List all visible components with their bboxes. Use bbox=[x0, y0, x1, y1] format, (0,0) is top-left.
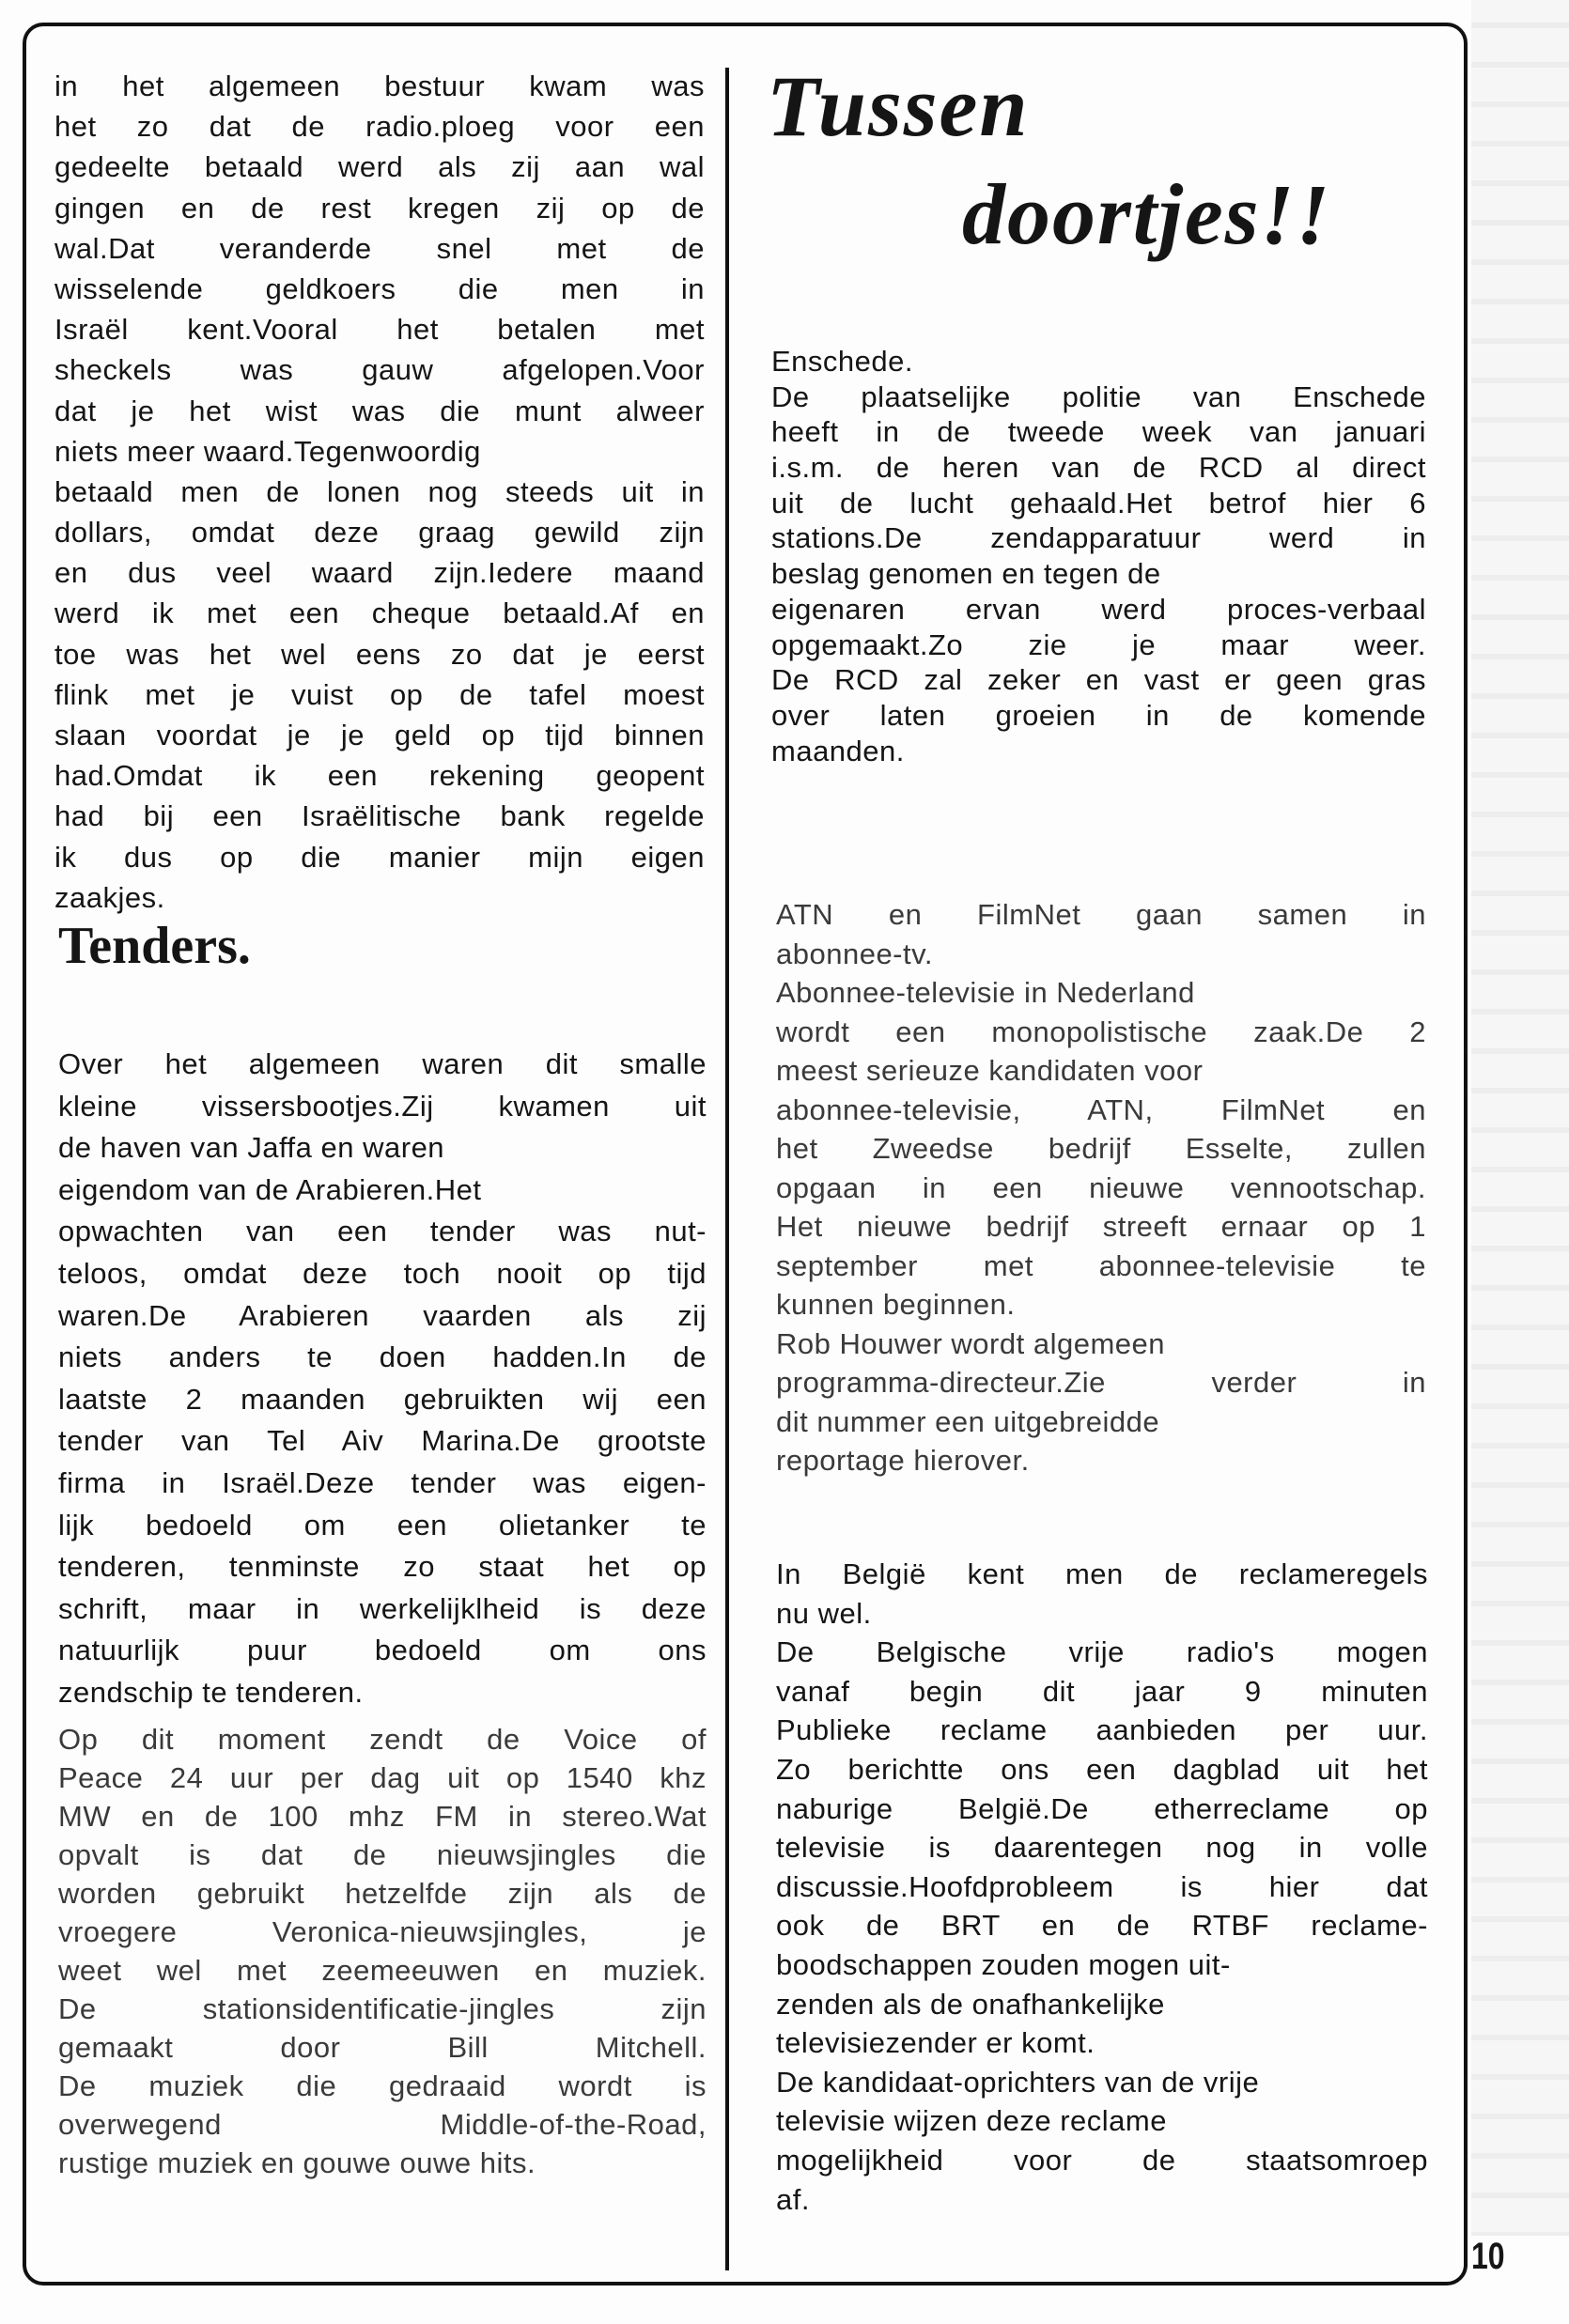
paragraph bbox=[776, 1555, 1428, 1633]
paragraph bbox=[776, 2101, 1428, 2141]
text-line: september met abonnee-televisie te bbox=[776, 1248, 1426, 1282]
text-line: de haven van Jaffa en waren bbox=[58, 1131, 445, 1165]
text-line: eigenaren ervan werd proces-verbaal bbox=[771, 592, 1426, 626]
text-line: ik dus op die manier mijn eigen bbox=[54, 840, 705, 874]
text-line: wisselende geldkoers die men in bbox=[54, 271, 705, 305]
text-line: De stationsidentificatie-jingles zijn bbox=[58, 1992, 707, 2025]
paragraph bbox=[776, 895, 1426, 973]
text-line: niets meer waard.Tegenwoordig bbox=[54, 434, 481, 468]
text-line: het zo dat de radio.ploeg voor een bbox=[54, 110, 705, 144]
text-line: Over het algemeen waren dit smalle bbox=[58, 1047, 707, 1080]
text-line: gemaakt door Bill Mitchell. bbox=[58, 2031, 707, 2064]
text-line: natuurlijk puur bedoeld om ons bbox=[58, 1634, 707, 1667]
text-line: wal.Dat veranderde snel met de bbox=[54, 231, 705, 265]
text-line: worden gebruikt hetzelfde zijn als de bbox=[58, 1877, 707, 1910]
text-line: af. bbox=[776, 2182, 810, 2216]
text-line: werd ik met een cheque betaald.Af en bbox=[54, 596, 705, 630]
adjacent-page-edge bbox=[1471, 0, 1569, 2236]
text-line: vanaf begin dit jaar 9 minuten bbox=[776, 1674, 1428, 1708]
paragraph bbox=[771, 344, 1426, 380]
text-line: uit de lucht gehaald.Het betrof hier 6 bbox=[771, 486, 1426, 519]
text-line: en dus veel waard zijn.Iedere maand bbox=[54, 556, 705, 590]
text-line: televisie wijzen deze reclame bbox=[776, 2104, 1167, 2138]
text-line: slaan voordat je je geld op tijd binnen bbox=[54, 719, 705, 751]
paragraph bbox=[771, 380, 1426, 592]
text-line: televisiezender er komt. bbox=[776, 2026, 1095, 2060]
text-line: reportage hierover. bbox=[776, 1444, 1030, 1477]
paragraph bbox=[776, 2141, 1428, 2219]
text-line: maanden. bbox=[771, 734, 905, 767]
text-line: Rob Houwer wordt algemeen bbox=[776, 1326, 1165, 1360]
paragraph bbox=[776, 1325, 1426, 1364]
text-line: stations.De zendapparatuur werd in bbox=[771, 521, 1426, 555]
text-line: zaakjes. bbox=[54, 880, 165, 914]
article-enschede bbox=[771, 344, 1426, 768]
text-line: niets anders te doen hadden.In de bbox=[58, 1340, 707, 1374]
text-line: abonnee-tv. bbox=[776, 937, 933, 970]
title-doortjes: doortjes!! bbox=[962, 166, 1332, 262]
text-line: eigendom van de Arabieren.Het bbox=[58, 1172, 482, 1206]
text-line: betaald men de lonen nog steeds uit in bbox=[54, 474, 705, 508]
paragraph bbox=[771, 592, 1426, 768]
paragraph bbox=[776, 1013, 1426, 1091]
text-line: De kandidaat-oprichters van de vrije bbox=[776, 2065, 1260, 2099]
text-line: ook de BRT en de RTBF reclame- bbox=[776, 1909, 1428, 1943]
text-line: flink met je vuist op de tafel moest bbox=[54, 677, 705, 711]
text-line: opgemaakt.Zo zie je maar weer. bbox=[771, 627, 1426, 661]
tenders-heading: Tenders. bbox=[58, 917, 251, 975]
text-line: wordt een monopolistische zaak.De 2 bbox=[776, 1015, 1426, 1048]
text-line: De muziek die gedraaid wordt is bbox=[58, 2069, 707, 2102]
text-line: beslag genomen en tegen de bbox=[771, 557, 1161, 591]
text-line: waren.De Arabieren vaarden als zij bbox=[58, 1298, 707, 1332]
text-line: opvalt is dat de nieuwsjingles die bbox=[58, 1838, 707, 1871]
text-line: toe was het wel eens zo dat je eerst bbox=[54, 637, 705, 671]
text-line: televisie is daarentegen nog in volle bbox=[776, 1831, 1428, 1865]
text-line: gingen en de rest kregen zij op de bbox=[54, 191, 705, 225]
text-line: Publieke reclame aanbieden per uur. bbox=[776, 1713, 1428, 1747]
text-line: opwachten van een tender was nut- bbox=[58, 1215, 707, 1248]
text-line: had.Omdat ik een rekening geopent bbox=[54, 759, 705, 793]
paragraph bbox=[776, 2023, 1428, 2063]
text-line: nu wel. bbox=[776, 1596, 872, 1630]
paragraph bbox=[776, 1985, 1428, 2024]
text-line: over laten groeien in de komende bbox=[771, 698, 1426, 732]
text-line: dat je het wist was die munt alweer bbox=[54, 394, 705, 427]
text-line: Peace 24 uur per dag uit op 1540 khz bbox=[58, 1761, 707, 1794]
text-line: Israël kent.Vooral het betalen met bbox=[54, 313, 705, 347]
text-line: discussie.Hoofdprobleem is hier dat bbox=[776, 1869, 1428, 1903]
text-line: Abonnee-televisie in Nederland bbox=[776, 976, 1195, 1009]
text-line: gedeelte betaald werd als zij aan wal bbox=[54, 150, 705, 184]
text-line: vroegere Veronica-nieuwsjingles, je bbox=[58, 1915, 707, 1948]
text-line: had bij een Israëlitische bank regelde bbox=[54, 799, 705, 833]
text-line: Zo berichtte ons een dagblad uit het bbox=[776, 1752, 1428, 1786]
text-line: Op dit moment zendt de Voice of bbox=[58, 1723, 707, 1756]
column-divider bbox=[725, 68, 729, 2270]
text-line: het Zweedse bedrijf Esselte, zullen bbox=[776, 1132, 1426, 1165]
text-line: ATN en FilmNet gaan samen in bbox=[776, 898, 1426, 931]
text-line: teloos, omdat deze toch nooit op tijd bbox=[58, 1256, 707, 1290]
text-line: zendschip te tenderen. bbox=[58, 1675, 364, 1709]
text-line: abonnee-televisie, ATN, FilmNet en bbox=[776, 1092, 1426, 1126]
text-line: Het nieuwe bedrijf streeft ernaar op 1 bbox=[776, 1210, 1426, 1243]
text-line: kleine vissersbootjes.Zij kwamen uit bbox=[58, 1089, 707, 1123]
text-line: De RCD zal zeker en vast er geen gras bbox=[771, 663, 1426, 697]
article-belgie-reclame bbox=[776, 1555, 1428, 2219]
text-line: MW en de 100 mhz FM in stereo.Wat bbox=[58, 1800, 707, 1833]
text-line: meest serieuze kandidaten voor bbox=[776, 1054, 1204, 1087]
text-line: opgaan in een nieuwe vennootschap. bbox=[776, 1170, 1426, 1204]
paragraph bbox=[54, 472, 705, 918]
text-line: naburige België.De etherreclame op bbox=[776, 1791, 1428, 1825]
text-line: rustige muziek en gouwe ouwe hits. bbox=[58, 2146, 536, 2179]
text-line: De Belgische vrije radio's mogen bbox=[776, 1635, 1428, 1669]
paragraph bbox=[776, 1441, 1426, 1480]
text-line: boodschappen zouden mogen uit- bbox=[776, 1947, 1231, 1981]
text-line: mogelijkheid voor de staatsomroep bbox=[776, 2143, 1428, 2177]
text-line: dit nummer een uitgebreidde bbox=[776, 1404, 1160, 1438]
article-tenders bbox=[58, 1044, 707, 1714]
paragraph bbox=[776, 1633, 1428, 1984]
paragraph bbox=[58, 1170, 707, 1212]
text-line: programma-directeur.Zie verder in bbox=[776, 1366, 1426, 1399]
paragraph bbox=[776, 1363, 1426, 1441]
article-intro-continued bbox=[54, 66, 705, 918]
title-tussen: Tussen bbox=[767, 58, 1030, 154]
text-line: heeft in de tweede week van januari bbox=[771, 415, 1426, 449]
text-line: firma in Israël.Deze tender was eigen- bbox=[58, 1465, 707, 1499]
paragraph bbox=[58, 1720, 707, 2182]
page-number: 10 bbox=[1471, 2236, 1505, 2277]
text-line: weet wel met zeemeeuwen en muziek. bbox=[58, 1954, 707, 1987]
text-line: tenderen, tenminste zo staat het op bbox=[58, 1550, 707, 1584]
text-line: laatste 2 maanden gebruikten wij een bbox=[58, 1382, 707, 1416]
paragraph bbox=[776, 2063, 1428, 2102]
text-line: schrift, maar in werkelijklheid is deze bbox=[58, 1591, 707, 1625]
text-line: In België kent men de reclameregels bbox=[776, 1557, 1428, 1590]
text-line: lijk bedoeld om een olietanker te bbox=[58, 1508, 707, 1542]
text-line: Enschede. bbox=[771, 345, 913, 378]
article-voice-of-peace bbox=[58, 1720, 707, 2182]
article-atn-filmnet bbox=[776, 895, 1426, 1480]
text-line: De plaatselijke politie van Enschede bbox=[771, 380, 1426, 413]
text-line: sheckels was gauw afgelopen.Voor bbox=[54, 353, 705, 387]
paragraph bbox=[776, 973, 1426, 1013]
text-line: dollars, omdat deze graag gewild zijn bbox=[54, 516, 705, 550]
text-line: kunnen beginnen. bbox=[776, 1288, 1016, 1321]
text-line: in het algemeen bestuur kwam was bbox=[54, 70, 705, 102]
text-line: i.s.m. de heren van de RCD al direct bbox=[771, 451, 1426, 485]
paragraph bbox=[58, 1044, 707, 1170]
text-line: overwegend Middle-of-the-Road, bbox=[58, 2108, 707, 2141]
paragraph bbox=[54, 66, 705, 472]
paragraph bbox=[58, 1211, 707, 1713]
text-line: tender van Tel Aiv Marina.De grootste bbox=[58, 1424, 707, 1458]
paragraph bbox=[776, 1091, 1426, 1325]
text-line: zenden als de onafhankelijke bbox=[776, 1987, 1165, 2021]
